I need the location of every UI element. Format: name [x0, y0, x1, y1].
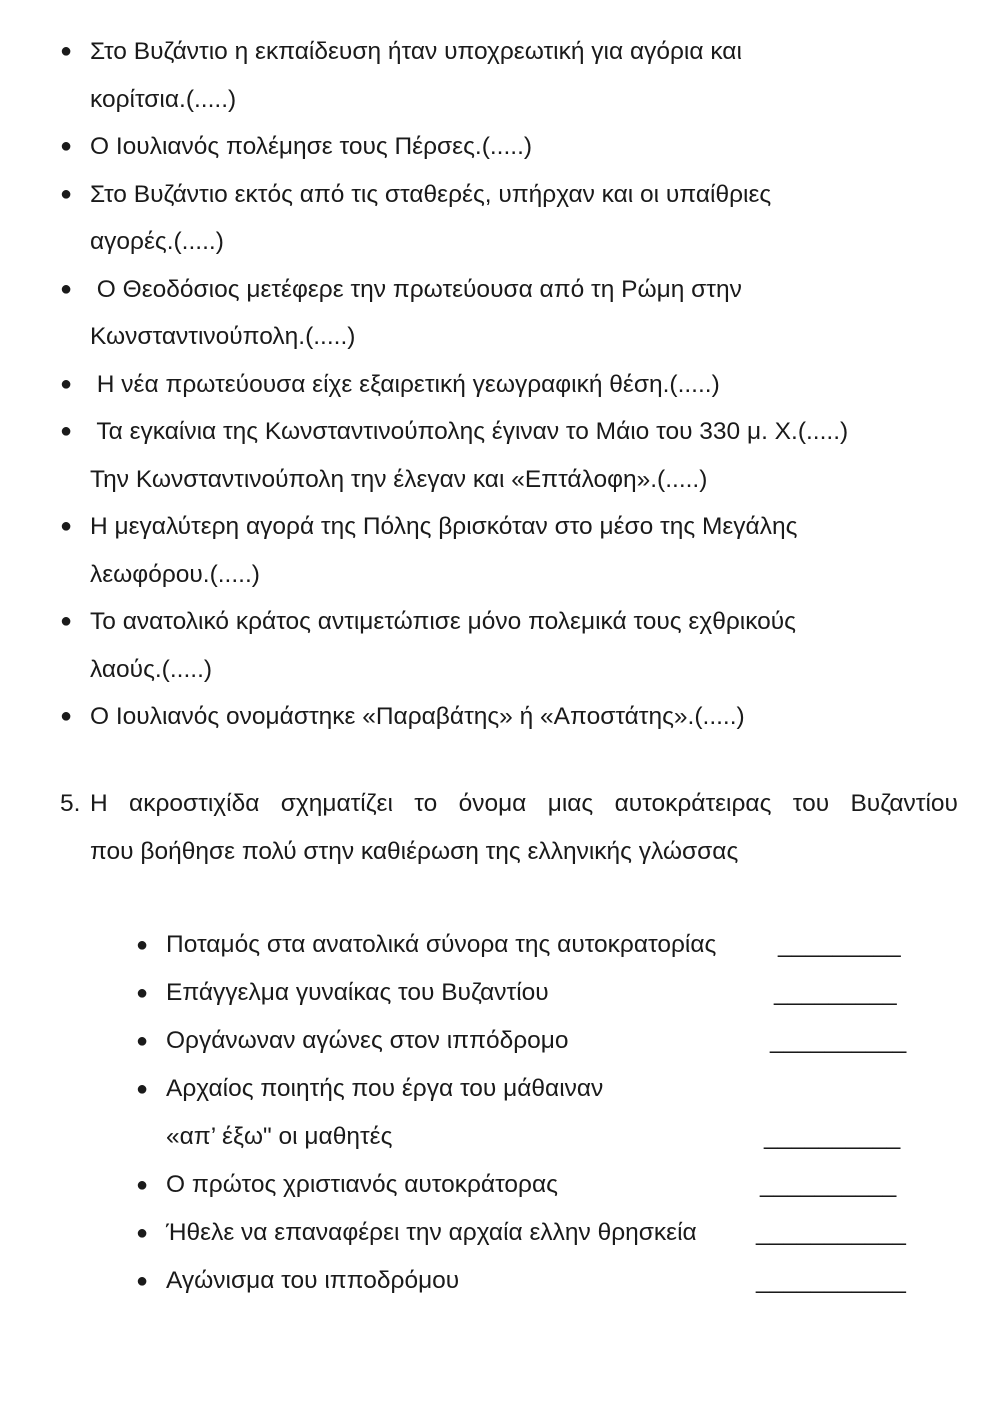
question-line-2: που βοήθησε πολύ στην καθιέρωση της ελληνικής γλώσσας	[90, 838, 739, 865]
statement-line: Η μεγαλύτερη αγορά της Πόλης βρισκόταν στο μέσο της Μεγάλης	[90, 513, 798, 540]
statement-line: λεωφόρου.(.....)	[90, 560, 260, 588]
list-item	[0, 693, 1000, 741]
acrostic-item	[0, 1065, 1000, 1161]
word: ακροστιχίδα	[129, 790, 260, 817]
statement-line: Στο Βυζάντιο εκτός από τις σταθερές, υπήρχαν και οι υπαίθριες	[90, 180, 772, 208]
list-item	[0, 28, 1000, 123]
answer-blank[interactable]: ___________	[756, 1267, 906, 1294]
answer-blank[interactable]: ___________	[756, 1219, 906, 1246]
word: του	[792, 790, 830, 817]
acrostic-clue: Οργάνωναν αγώνες στον ιππόδρομο	[166, 1027, 569, 1054]
acrostic-item	[0, 1209, 1000, 1257]
acrostic-item	[0, 921, 1000, 969]
acrostic-clue: Αρχαίος ποιητής που έργα του μάθαιναν	[166, 1075, 604, 1102]
statement-line: Ο Ιουλιανός πολέμησε τους Πέρσες.(.....)	[90, 133, 533, 160]
acrostic-item	[0, 969, 1000, 1017]
word: μιας	[547, 790, 594, 817]
bullet-icon: ●	[136, 1174, 149, 1196]
word: αυτοκράτειρας	[614, 790, 772, 817]
acrostic-clue: Ήθελε να επαναφέρει την αρχαία ελλην θρησκεία	[166, 1219, 697, 1246]
word: όνομα	[458, 790, 527, 817]
question-line-1	[90, 780, 958, 828]
acrostic-item	[0, 1017, 1000, 1065]
list-item	[0, 598, 1000, 693]
acrostic-list	[0, 921, 1000, 1305]
bullet-icon: ●	[136, 1078, 149, 1100]
list-item	[0, 266, 1000, 361]
statement-line: Τα εγκαίνια της Κωνσταντινούπολης έγιναν το Μάιο του 330 μ. Χ.(.....)	[90, 418, 849, 445]
word: Η	[90, 790, 108, 817]
bullet-icon: ●	[60, 40, 73, 62]
bullet-icon: ●	[136, 934, 149, 956]
answer-blank[interactable]: __________	[770, 1027, 907, 1054]
acrostic-item	[0, 1257, 1000, 1305]
question-text	[90, 780, 958, 876]
acrostic-clue: Αγώνισμα του ιπποδρόμου	[166, 1267, 460, 1294]
list-item	[0, 171, 1000, 266]
acrostic-clue: Επάγγελμα γυναίκας του Βυζαντίου	[166, 979, 549, 1006]
bullet-icon: ●	[136, 1030, 149, 1052]
bullet-icon: ●	[60, 182, 73, 205]
bullet-icon: ●	[136, 1222, 149, 1244]
bullet-icon: ●	[136, 1270, 149, 1292]
answer-blank[interactable]: __________	[760, 1171, 897, 1198]
word: Βυζαντίου	[850, 790, 958, 817]
bullet-icon: ●	[60, 610, 73, 632]
statement-line: Ο Ιουλιανός ονομάστηκε «Παραβάτης» ή «Αποστάτης».(.....)	[90, 703, 745, 730]
statement-line: Στο Βυζάντιο η εκπαίδευση ήταν υποχρεωτική για αγόρια και	[90, 38, 742, 65]
acrostic-clue: Ο πρώτος χριστιανός αυτοκράτορας	[166, 1171, 558, 1198]
word: το	[414, 790, 438, 817]
list-item	[0, 503, 1000, 598]
bullet-icon: ●	[60, 372, 73, 395]
statement-line: λαούς.(.....)	[90, 655, 213, 683]
answer-blank[interactable]: _________	[774, 979, 897, 1006]
bullet-icon: ●	[60, 420, 73, 442]
answer-blank[interactable]: _________	[778, 931, 901, 958]
bullet-icon: ●	[60, 515, 73, 537]
bullet-icon: ●	[60, 277, 73, 300]
statement-line: Την Κωνσταντινούπολη την έλεγαν και «Επτάλοφη».(.....)	[90, 465, 708, 493]
answer-blank[interactable]: __________	[764, 1123, 901, 1150]
bullet-icon: ●	[136, 982, 149, 1004]
statement-line: κορίτσια.(.....)	[90, 85, 237, 113]
list-item	[0, 123, 1000, 171]
statement-line: Το ανατολικό κράτος αντιμετώπισε μόνο πολεμικά τους εχθρικούς	[90, 608, 796, 635]
statement-line: Κωνσταντινούπολη.(.....)	[90, 323, 356, 350]
acrostic-clue: Ποταμός στα ανατολικά σύνορα της αυτοκρατορίας	[166, 931, 717, 958]
list-item	[0, 408, 1000, 503]
statement-line: αγορές.(.....)	[90, 228, 224, 255]
bullet-icon: ●	[60, 135, 73, 157]
acrostic-clue-continued: «απ’ έξω" οι μαθητές	[166, 1123, 393, 1150]
statement-line: Η νέα πρωτεύουσα είχε εξαιρετική γεωγραφική θέση.(.....)	[90, 370, 720, 398]
question-number: 5.	[60, 790, 81, 817]
list-item	[0, 361, 1000, 409]
acrostic-item	[0, 1161, 1000, 1209]
statement-line: Ο Θεοδόσιος μετέφερε την πρωτεύουσα από τη Ρώμη στην	[90, 275, 742, 303]
word: σχηματίζει	[280, 790, 393, 817]
true-false-list	[0, 28, 1000, 741]
bullet-icon: ●	[60, 705, 73, 727]
